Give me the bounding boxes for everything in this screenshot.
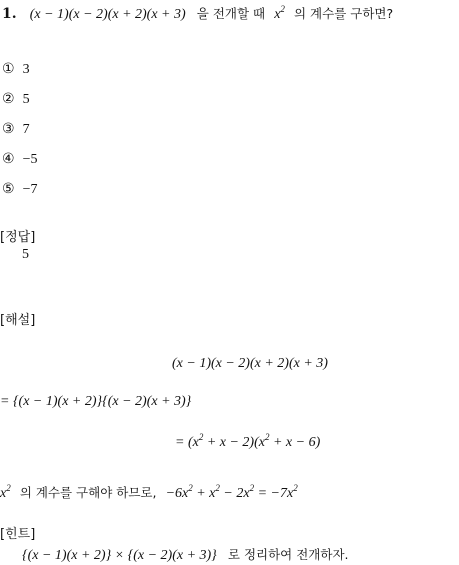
solution-label: [해설] [0, 313, 36, 328]
solution-line-3: = $(x^2 + x - 2)(x^2 + x - 6)$ [175, 432, 321, 450]
option-value: 7 [22, 122, 30, 137]
option-value: −7 [22, 182, 38, 197]
option-mark: ① [2, 61, 15, 77]
question-expression: (x − 1)(x − 2)(x + 2)(x + 3) [29, 7, 186, 22]
answer-label: [정답] [0, 230, 36, 245]
option-3[interactable] [2, 118, 30, 138]
solution-line-2: = {(x − 1)(x + 2)}{(x − 2)(x + 3)} [0, 394, 192, 409]
option-value: 5 [22, 92, 30, 107]
question-term: $x^2$ [274, 4, 285, 22]
hint-math: {(x − 1)(x + 2)} × {(x − 2)(x + 3)} [22, 548, 217, 563]
hint-text: 로 정리하여 전개하자. [227, 547, 349, 562]
option-mark: ⑤ [2, 181, 15, 197]
option-value: 3 [22, 62, 30, 77]
question-text-b: 의 계수를 구하면? [294, 6, 394, 21]
hint-line [22, 544, 349, 564]
option-4[interactable] [2, 148, 37, 168]
option-mark: ④ [2, 151, 15, 167]
option-5[interactable] [2, 178, 37, 198]
option-mark: ③ [2, 121, 15, 137]
option-mark: ② [2, 91, 15, 107]
solution-line-4: $x^2$ 의 계수를 구해야 하므로, $-6x^2 + x^2 - 2x^2 = -7x^2$ [0, 483, 298, 501]
question-number: 1. [2, 6, 17, 22]
hint-label: [힌트] [0, 527, 36, 542]
question-text-a: 을 전개할 때 [196, 6, 266, 21]
option-value: −5 [22, 152, 38, 167]
question-line [2, 3, 393, 23]
option-1[interactable] [2, 58, 30, 78]
solution-line-1: (x − 1)(x − 2)(x + 2)(x + 3) [172, 356, 328, 371]
option-2[interactable] [2, 88, 30, 108]
answer-value: 5 [22, 247, 29, 262]
